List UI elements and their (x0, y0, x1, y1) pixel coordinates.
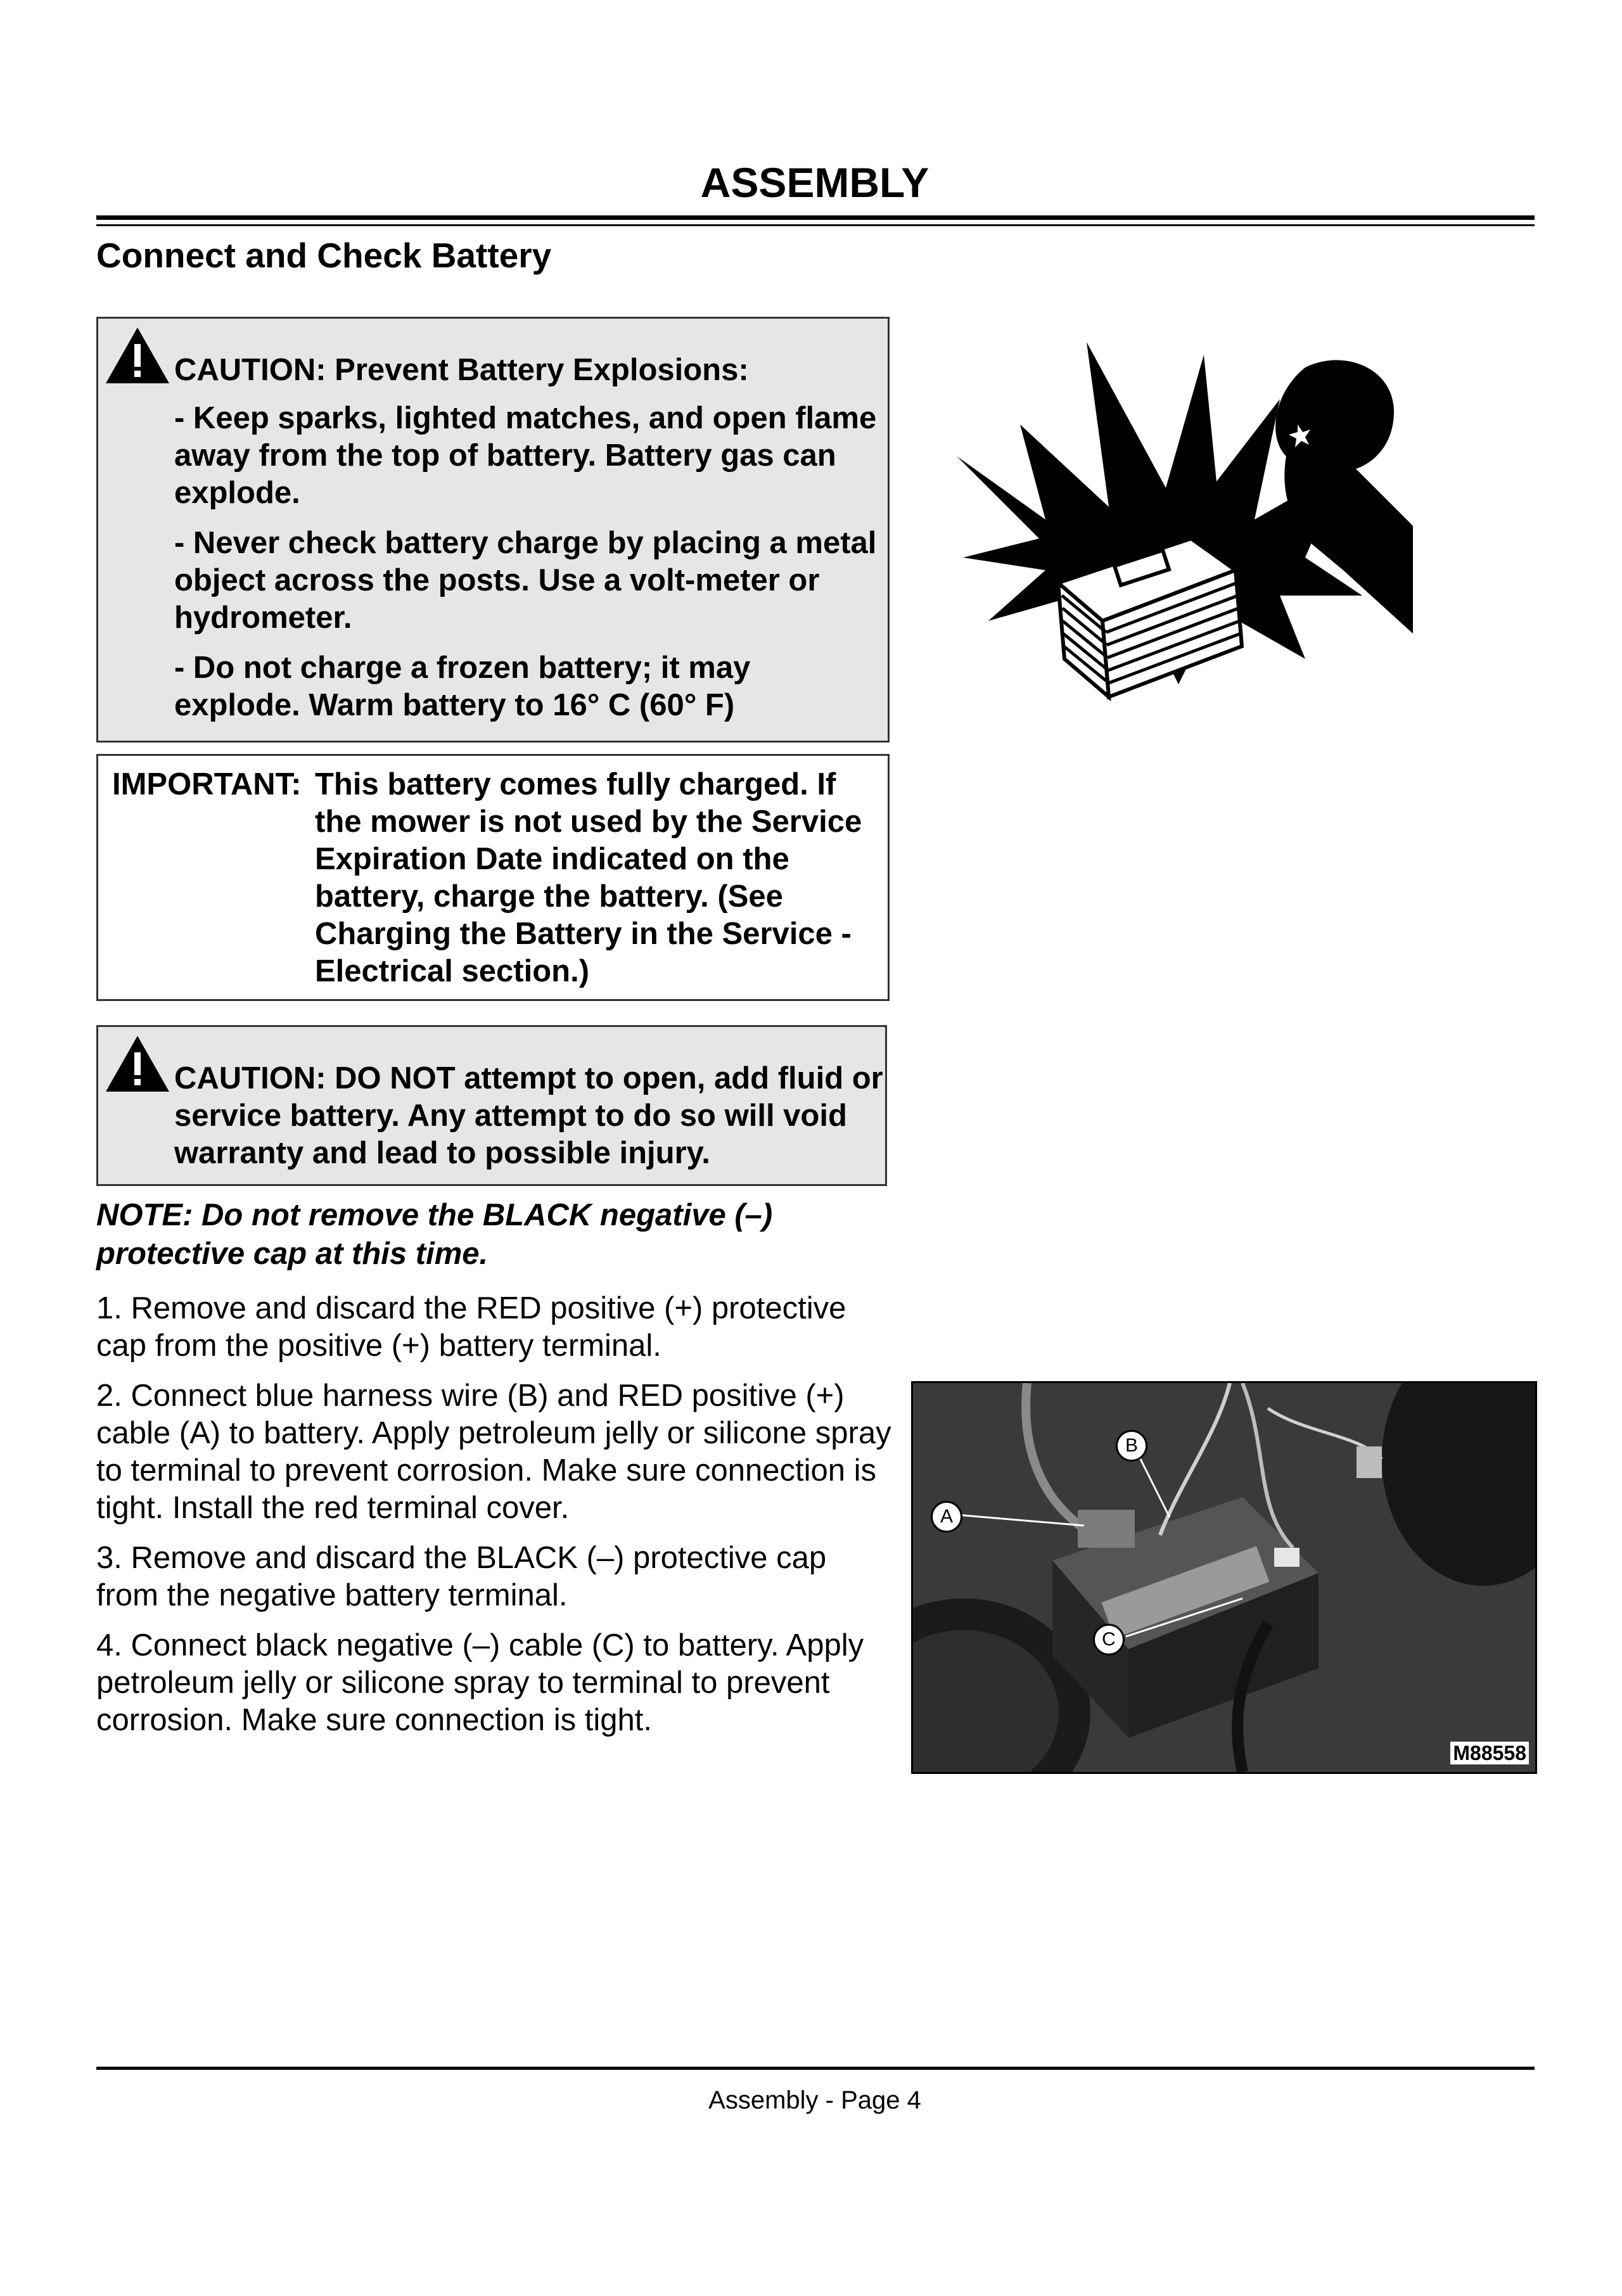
caution-box-service (96, 1025, 887, 1186)
header-rule-thick (96, 215, 1535, 220)
caution-item: - Keep sparks, lighted matches, and open flame away from the top of battery. Battery gas can explode. (174, 401, 877, 510)
warning-triangle-icon (103, 1033, 172, 1094)
caution-service-text: CAUTION: DO NOT attempt to open, add fluid or service battery. Any attempt to do so will void warranty and lead to possible injury. (174, 1061, 883, 1170)
photo-callout-c: C (1093, 1624, 1125, 1655)
page-footer: Assembly - Page 4 (708, 2086, 921, 2114)
photo-scene (913, 1383, 1535, 1772)
photo-callout-b: B (1116, 1430, 1147, 1462)
photo-id-label: M88558 (1450, 1742, 1529, 1764)
footer-rule (96, 2067, 1535, 2070)
caution-box-explosions (96, 317, 890, 743)
step-item: 1. Remove and discard the RED positive (+) protective cap from the positive (+) battery terminal. (96, 1291, 846, 1363)
step-item: 2. Connect blue harness wire (B) and RED positive (+) cable (A) to battery. Apply petroleum jelly or silicone spray to terminal to prevent corrosion. Make sure connection is tight. Install the red terminal cover. (96, 1379, 891, 1525)
caution-heading: CAUTION: Prevent Battery Explosions: (174, 353, 749, 387)
important-box (96, 754, 890, 1001)
page-header-title: ASSEMBLY (700, 159, 929, 206)
note-text: NOTE: Do not remove the BLACK negative (–) protective cap at this time. (96, 1198, 773, 1271)
battery-explosion-illustration (950, 329, 1419, 703)
caution-item: - Do not charge a frozen battery; it may explode. Warm battery to 16° C (60° F) (174, 651, 751, 722)
assembly-steps (96, 1290, 895, 1752)
step-item: 4. Connect black negative (–) cable (C) to battery. Apply petroleum jelly or silicone spray to terminal to prevent corrosion. Make sure connection is tight. (96, 1628, 864, 1737)
warning-triangle-icon (103, 325, 172, 386)
header-rule-thin (96, 224, 1535, 226)
photo-callout-a: A (931, 1501, 962, 1533)
important-text: This battery comes fully charged. If the mower is not used by the Service Expiration Date indicated on the battery, charge the battery. (See Charging the Battery in the Service - Electrical section.) (315, 767, 862, 988)
important-label: IMPORTANT: (112, 767, 302, 801)
step-item: 3. Remove and discard the BLACK (–) protective cap from the negative battery terminal. (96, 1541, 827, 1612)
caution-items (174, 400, 884, 724)
battery-connection-photo (911, 1381, 1537, 1774)
caution-item: - Never check battery charge by placing a metal object across the posts. Use a volt-meter or hydrometer. (174, 526, 877, 635)
section-title: Connect and Check Battery (96, 236, 552, 275)
